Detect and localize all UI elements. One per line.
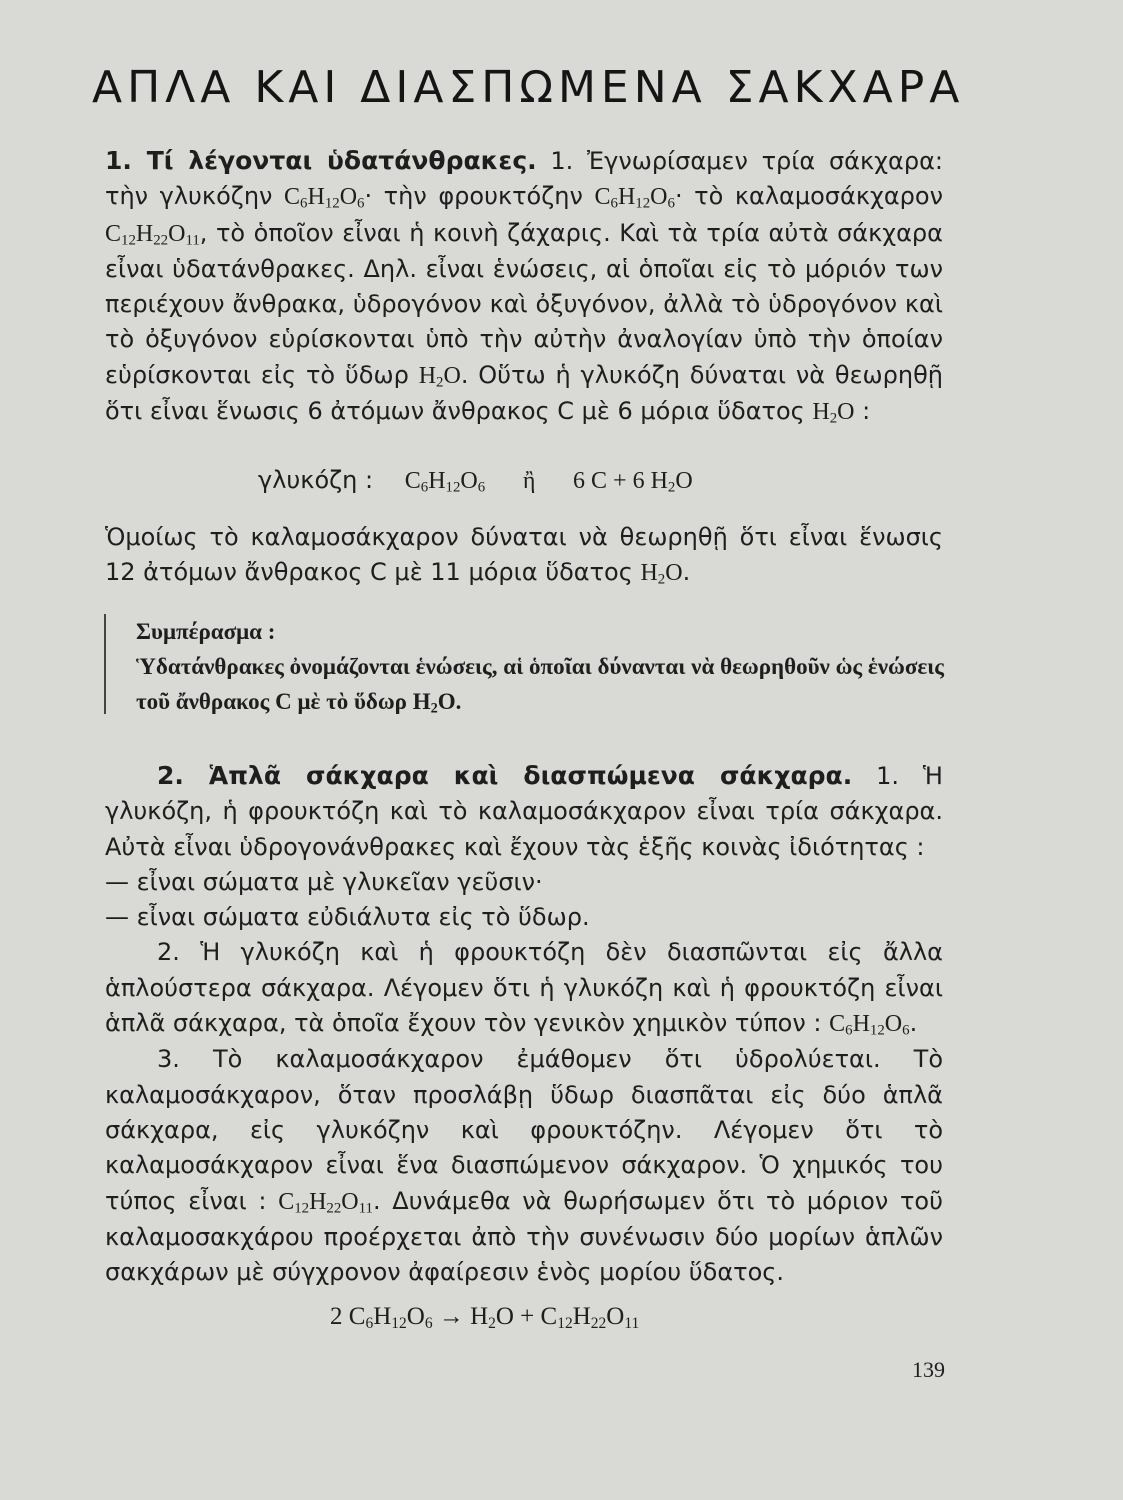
glucose-decomposition-formula <box>258 466 858 495</box>
formula-lhs: $C_6H_{12}O_6$ <box>404 468 486 496</box>
section-2 <box>105 758 943 1290</box>
property-item: — εἶναι σώματα εὐδιάλυτα εἰς τὸ ὕδωρ. <box>105 903 590 932</box>
section-2-intro: 2. Ἁπλᾶ σάκχαρα καὶ διασπώμενα σάκχαρα. 1. Ἡ γλυκόζη, ἡ φρουκτόζη καὶ τὸ καλαμοσάκχαρον εἶναι τρία σάκχαρα. Αὐτὰ εἶναι ὑδρογονάνθρακες καὶ ἔχουν τὰς ἑξῆς κοινὰς ἰδιότητας : <box>105 761 943 861</box>
sucrose-paragraph: Ὁμοίως τὸ καλαμοσάκχαρον δύναται νὰ θεωρηθῇ ὅτι εἶναι ἕνωσις 12 ἀτόμων ἄνθρακος C μὲ 11 μόρια ὕδατος $H_2O$. <box>105 523 943 589</box>
conclusion-text: Ὑδατάνθρακες ὀνομάζονται ἑνώσεις, αἱ ὁποῖαι δύνανται νὰ θεωρηθοῦν ὡς ἑνώσεις τοῦ ἄνθρακος C μὲ τὸ ὕδωρ $H_2O$. <box>136 654 944 717</box>
formula-or: ἢ <box>522 468 536 494</box>
section-2-heading: 2. Ἁπλᾶ σάκχαρα καὶ διασπώμενα σάκχαρα. <box>157 761 853 790</box>
section-1-paragraph: 1. Τί λέγονται ὑδατάνθρακες. 1. Ἐγνωρίσαμεν τρία σάκχαρα: τὴν γλυκόζην $C_6H_{12}O_6\cdot$ τὴν φρουκτόζην $C_6H_{12}O_6\cdot$ τὸ καλαμοσάκχαρον $C_{12}H_{22}O_{11}$, τὸ ὁποῖον εἶναι ἡ κοινὴ ζάχαρις. Καὶ τὰ τρία αὐτὰ σάκχαρα εἶναι ὑδατάνθρακες. Δηλ. εἶναι ἑνώσεις, αἱ ὁποῖαι εἰς τὸ μόριόν των περιέχουν ἄνθρακα, ὑδρογόνον καὶ ὀξυγόνον, ἀλλὰ τὸ ὑδρογόνον καὶ τὸ ὀξυγόνον εὑρίσκονται ὑπὸ τὴν αὐτὴν ἀναλογίαν ὑπὸ τὴν ὁποίαν εὑρίσκονται εἰς τὸ ὕδωρ $H_2O$. Οὕτω ἡ γλυκόζη δύναται νὰ θεωρηθῇ ὅτι εἶναι ἕνωσις 6 ἀτόμων ἄνθρακος C μὲ 6 μόρια ὕδατος $H_2O$ : <box>105 146 943 427</box>
fructose-formula: $C_6H_{12}O_6$ <box>594 184 675 213</box>
condensation-equation: 2 $C_6H_{12}O_6 \to H_2O + C_{12}H_{22}O_{11}$ <box>330 1303 640 1332</box>
simple-sugars-paragraph: 2. Ἡ γλυκόζη καὶ ἡ φρουκτόζη δὲν διασπῶνται εἰς ἄλλα ἁπλούστερα σάκχαρα. Λέγομεν ὅτι ἡ γλυκόζη καὶ ἡ φρουκτόζη εἶναι ἁπλᾶ σάκχαρα, τὰ ὁποῖα ἔχουν τὸν γενικὸν χημικὸν τύπον : $C_6H_{12}O_6$. <box>105 938 943 1039</box>
water-formula: $H_2O$ <box>640 560 683 589</box>
conclusion-title: Συμπέρασμα : <box>136 619 276 644</box>
chapter-title: ΑΠΛΑ ΚΑΙ ΔΙΑΣΠΩΜΕΝΑ ΣΑΚΧΑΡΑ <box>92 62 965 113</box>
conclusion-box <box>104 614 944 717</box>
sucrose-formula: $C_{12}H_{22}O_{11}$ <box>105 220 200 249</box>
water-formula: $H_2O$ <box>412 689 456 717</box>
section-1-heading: 1. Τί λέγονται ὑδατάνθρακες. <box>105 146 537 175</box>
page-number: 139 <box>912 1357 945 1382</box>
water-formula: $H_2O$ <box>812 399 855 427</box>
glucose-formula: $C_6H_{12}O_6$ <box>284 184 365 213</box>
simple-sugar-formula: $C_6H_{12}O_6$ <box>829 1011 910 1039</box>
formula-rhs: 6 C + 6 $H_2O$ <box>573 468 693 496</box>
water-formula: $H_2O$ <box>418 362 461 391</box>
sucrose-formula: $C_{12}H_{22}O_{11}$ <box>278 1188 373 1217</box>
property-item: — εἶναι σώματα μὲ γλυκεῖαν γεῦσιν· <box>105 867 543 896</box>
formula-label: γλυκόζη : <box>258 466 374 494</box>
hydrolysis-paragraph: 3. Τὸ καλαμοσάκχαρον ἐμάθομεν ὅτι ὑδρολύεται. Τὸ καλαμοσάκχαρον, ὅταν προσλάβῃ ὕδωρ διασπᾶται εἰς δύο ἁπλᾶ σάκχαρα, εἰς γλυκόζην καὶ φρουκτόζην. Λέγομεν ὅτι τὸ καλαμοσάκχαρον εἶναι ἕνα διασπώμενον σάκχαρον. Ὁ χημικός του τύπος εἶναι : $C_{12}H_{22}O_{11}$. Δυνάμεθα νὰ θωρήσωμεν ὅτι τὸ μόριον τοῦ καλαμοσακχάρου προέρχεται ἀπὸ τὴν συνένωσιν δύο μορίων ἁπλῶν σακχάρων μὲ σύγχρονον ἀφαίρεσιν ἑνὸς μορίου ὕδατος. <box>105 1045 943 1287</box>
